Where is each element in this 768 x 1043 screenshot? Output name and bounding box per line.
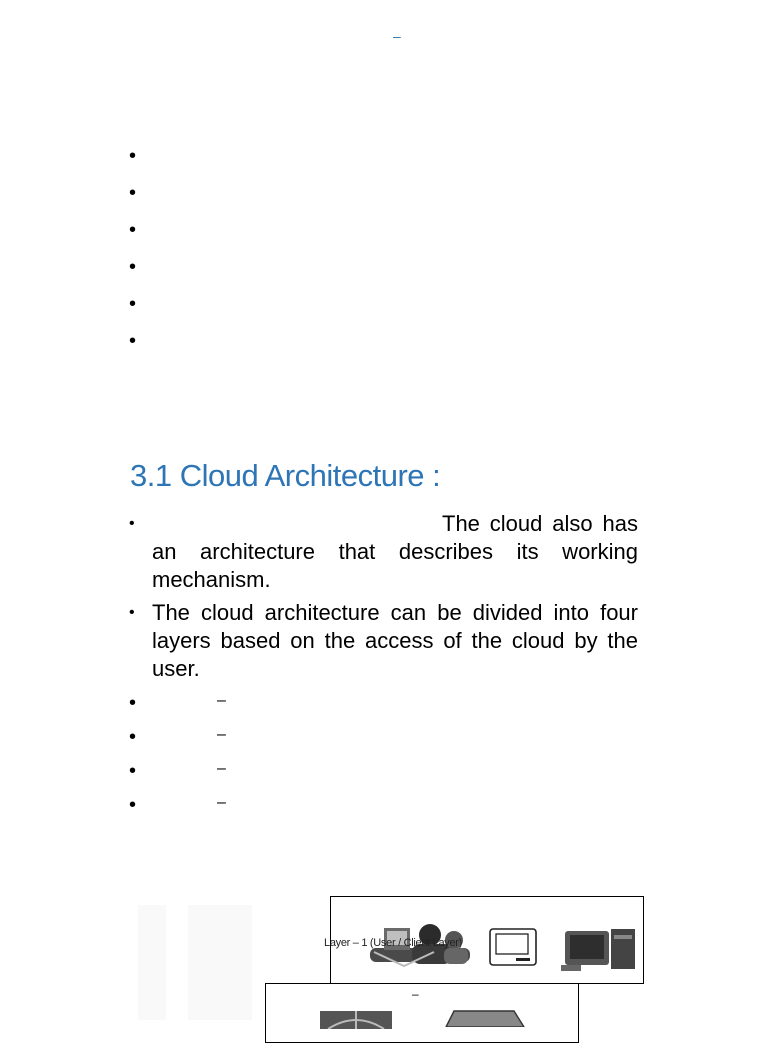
- header-dash: –: [393, 28, 401, 44]
- layer2-box: [265, 983, 579, 1043]
- bullet-marker: •: [129, 515, 135, 532]
- computer-icon: [488, 927, 540, 969]
- paragraph-architecture-intro: The cloud also has an architecture that describes its working mechanism.: [152, 511, 638, 592]
- list-item-bullet: •: [129, 726, 137, 748]
- list-item-bullet: •: [129, 794, 137, 816]
- server-icon: [440, 1007, 528, 1027]
- list-item-bullet: •: [129, 760, 137, 782]
- bullet-marker: •: [129, 604, 135, 621]
- scan-artifact: [138, 905, 166, 1020]
- list-item: •: [129, 145, 137, 167]
- scan-artifact: [188, 905, 252, 1020]
- desktop-pc-icon: [559, 925, 641, 973]
- layer-item-dash: –: [217, 794, 226, 811]
- list-item: •: [129, 256, 137, 278]
- list-item: •: [129, 182, 137, 204]
- globe-icon: [318, 1009, 394, 1029]
- layer-item-dash: –: [217, 692, 226, 709]
- list-item: •: [129, 293, 137, 315]
- paragraph-four-layers: The cloud architecture can be divided into four layers based on the access of the cloud by the user.: [152, 600, 638, 681]
- list-item: •: [129, 219, 137, 241]
- list-item-bullet: •: [129, 692, 137, 714]
- section-title: 3.1 Cloud Architecture :: [130, 458, 441, 493]
- layer1-label: Layer – 1 (User / Client Layer): [324, 937, 463, 949]
- list-item: •: [129, 330, 137, 352]
- layer2-dash: –: [412, 987, 419, 1001]
- layer-item-dash: –: [217, 726, 226, 743]
- layer-item-dash: –: [217, 760, 226, 777]
